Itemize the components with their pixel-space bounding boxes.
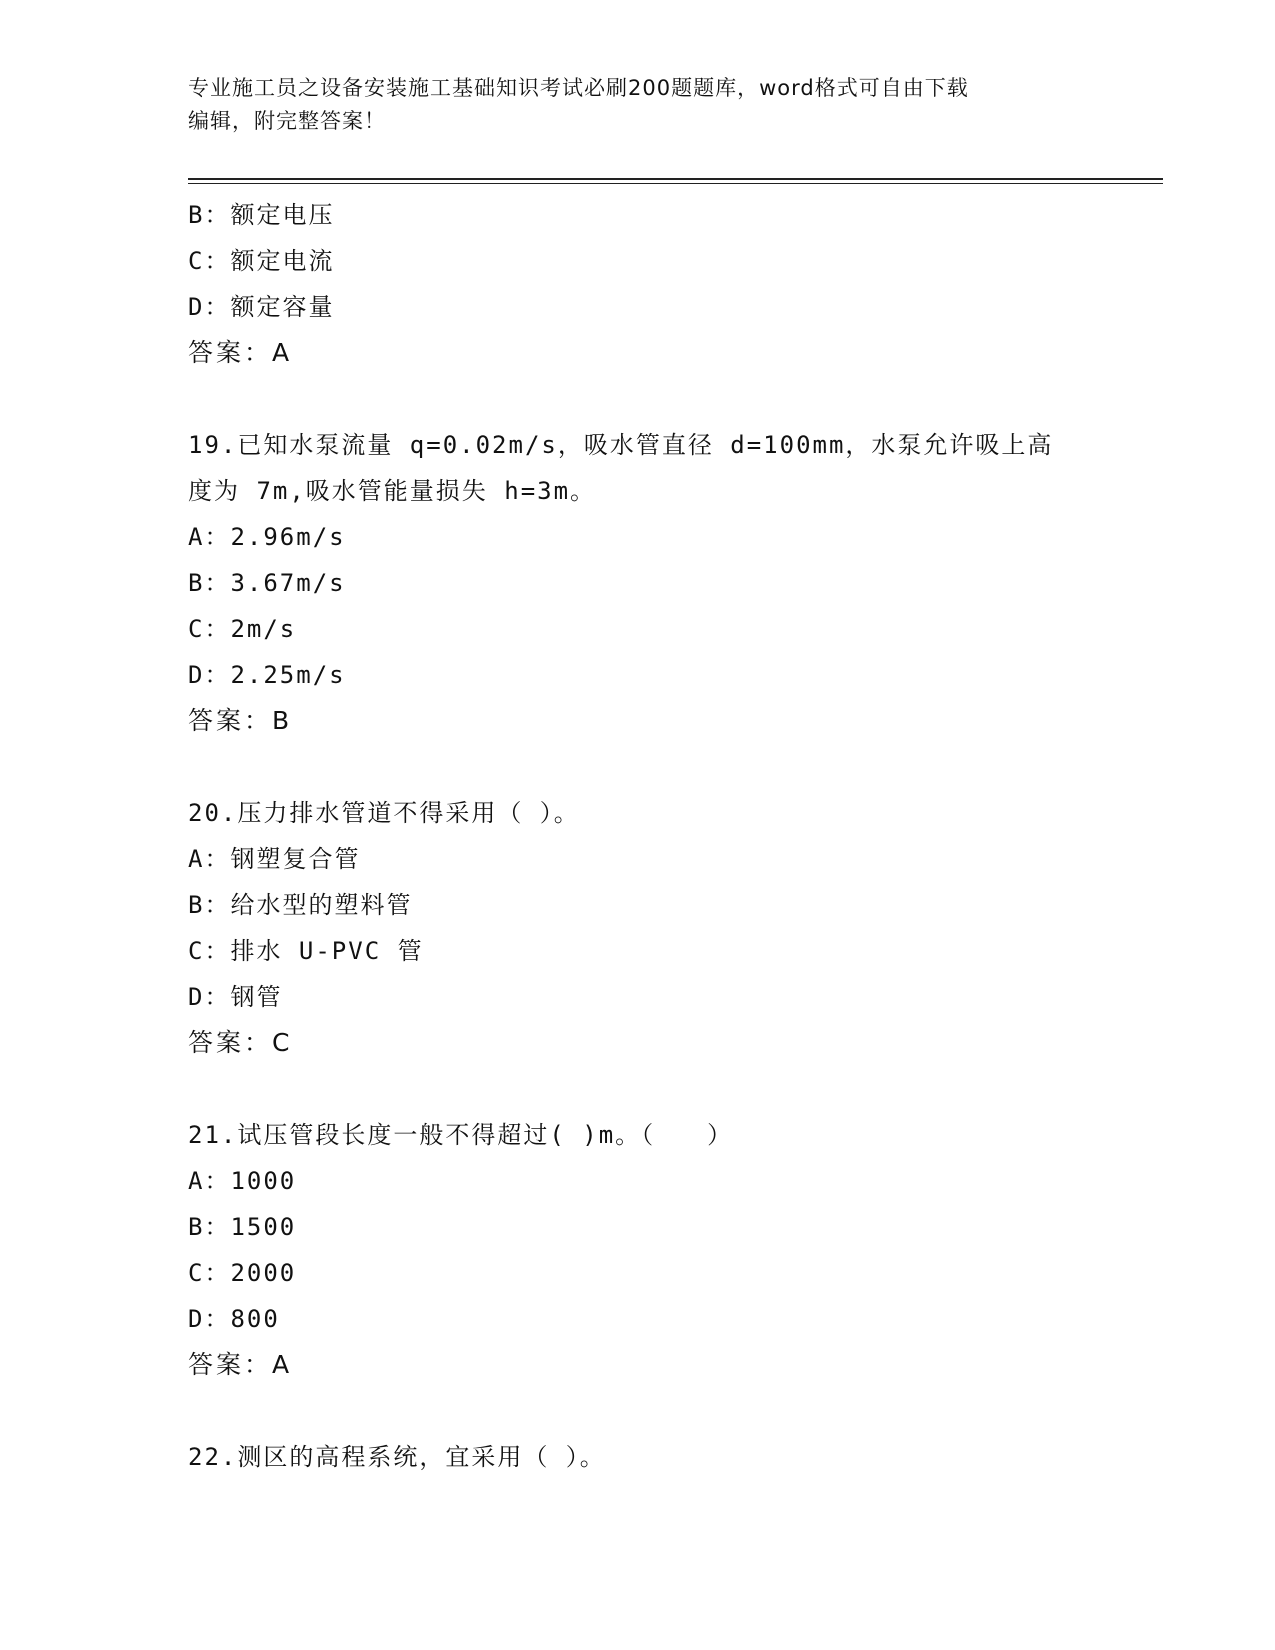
question-list [188, 192, 1088, 1480]
option: D：额定容量 [188, 293, 335, 321]
header-line-2: 编辑，附完整答案！ [188, 109, 386, 133]
option: C：2m/s [188, 615, 297, 643]
option: C：排水 U-PVC 管 [188, 937, 424, 965]
answer: 答案：B [188, 706, 293, 735]
question-title: 19.已知水泵流量 q=0.02m/s，吸水管直径 d=100mm，水泵允许吸上高 [188, 431, 1054, 459]
option: D：2.25m/s [188, 661, 346, 689]
option: A：1000 [188, 1167, 297, 1195]
option: C：2000 [188, 1259, 297, 1287]
option: D：钢管 [188, 983, 283, 1011]
option: B：1500 [188, 1213, 297, 1241]
answer: 答案：A [188, 338, 293, 367]
answer: 答案：A [188, 1350, 293, 1379]
question-title-cont: 度为 7m,吸水管能量损失 h=3m。 [188, 477, 597, 505]
option: D：800 [188, 1305, 280, 1333]
question-title: 22.测区的高程系统，宜采用（ ）。 [188, 1443, 606, 1471]
option: A：钢塑复合管 [188, 845, 361, 873]
header-divider [188, 178, 1163, 180]
option: C：额定电流 [188, 247, 335, 275]
question-title: 21.试压管段长度一般不得超过( )m。（ ） [188, 1121, 734, 1149]
document-header [188, 72, 1068, 138]
header-line-1: 专业施工员之设备安装施工基础知识考试必刷200题题库，word格式可自由下载 [188, 76, 969, 100]
question-title: 20.压力排水管道不得采用（ ）。 [188, 799, 580, 827]
option: B：额定电压 [188, 201, 335, 229]
header-divider-thin [188, 183, 1163, 184]
option: B：给水型的塑料管 [188, 891, 413, 919]
answer: 答案：C [188, 1028, 293, 1057]
option: B：3.67m/s [188, 569, 346, 597]
option: A：2.96m/s [188, 523, 346, 551]
